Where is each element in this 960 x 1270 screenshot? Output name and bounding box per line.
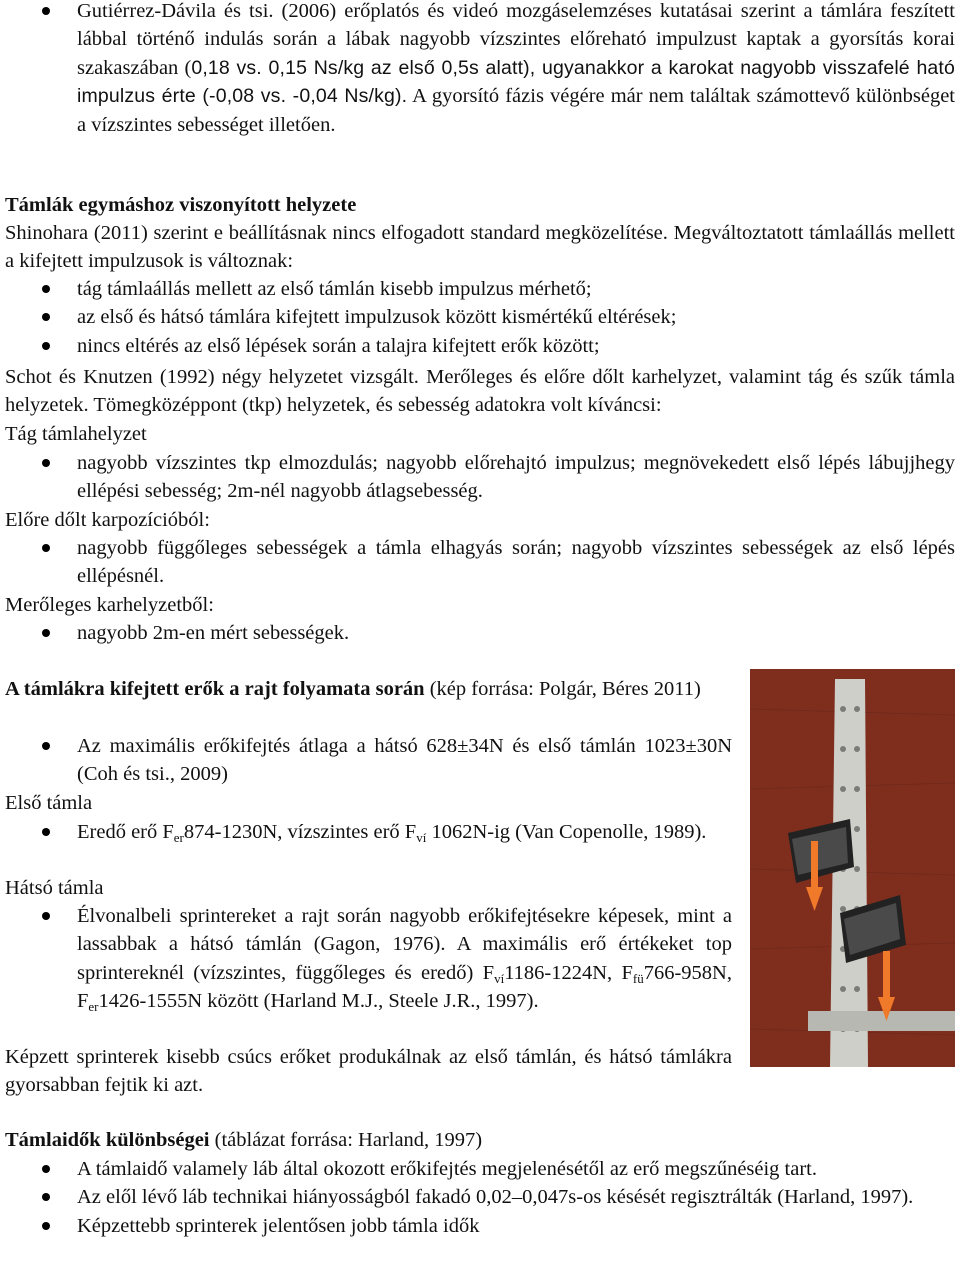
hatso-text-b: 1186-1224N, F bbox=[504, 961, 633, 984]
merol-label: Merőleges karhelyzetből: bbox=[5, 594, 214, 616]
section2-bullets bbox=[0, 732, 732, 789]
hatso-text-a: Élvonalbeli sprintereket a rajt során nagyobb erőkifejtésekre képesek, mint a lassabbak a hátsó támlán (Gagon, 1976). A maximális erő értékeket top sprintereknél (vízszintes, függőleges és eredő) F bbox=[77, 905, 732, 984]
base-crossbar bbox=[808, 1011, 955, 1031]
section2-heading-suffix: (kép forrása: Polgár, Béres 2011) bbox=[424, 678, 701, 700]
starting-block-photo bbox=[750, 669, 955, 1067]
hatso-text-c: 766-958N, F bbox=[77, 961, 732, 1013]
section2-heading bbox=[5, 675, 732, 703]
list-item: A támlaidő valamely láb által okozott erőkifejtés megjelenésétől az erő megszűnéséig tart. bbox=[0, 1155, 955, 1183]
tag-label: Tág támlahelyzet bbox=[5, 423, 147, 445]
merol-bullets bbox=[0, 619, 955, 647]
hatso-sub-2: fü bbox=[632, 970, 644, 986]
intro-bullet bbox=[0, 0, 955, 139]
tag-bullets bbox=[0, 449, 955, 506]
elso-sub-2: ví bbox=[416, 830, 427, 845]
elore-label: Előre dőlt karpozícióból: bbox=[5, 509, 210, 531]
list-item: nagyobb 2m-en mért sebességek. bbox=[0, 619, 955, 647]
elso-text-a: Eredő erő F bbox=[77, 821, 174, 843]
hatso-label: Hátsó támla bbox=[5, 877, 104, 899]
intro-text-c: A gyorsító fázis végére már nem találtak számottevő különbséget a vízszintes sebességet illetően. bbox=[77, 85, 955, 136]
section3-heading-suffix: (táblázat forrása: Harland, 1997) bbox=[209, 1129, 483, 1151]
list-item: nagyobb függőleges sebességek a támla elhagyás során; nagyobb vízszintes sebességek az első lépés ellépésnél. bbox=[0, 534, 955, 591]
hatso-text-d: 1426-1555N között (Harland M.J., Steele J.R., 1997). bbox=[98, 990, 539, 1013]
hatso-sub-1: ví bbox=[494, 970, 505, 986]
list-item: Az elől lévő láb technikai hiányosságból fakadó 0,02–0,047s-os késését regisztrálták (Harland, 1997). bbox=[0, 1183, 955, 1211]
section1-intro: Shinohara (2011) szerint e beállításnak nincs elfogadott standard megközelítése. Megváltoztatott támlaállás mellett a kifejtett impulzusok is változnak: bbox=[5, 222, 955, 273]
elso-sub-1: er bbox=[173, 830, 184, 845]
elso-bullets bbox=[0, 818, 732, 846]
elore-bullets bbox=[0, 534, 955, 591]
intro-bullet-list bbox=[0, 0, 955, 139]
center-rail bbox=[830, 679, 868, 1067]
section3-heading bbox=[5, 1126, 482, 1154]
list-item bbox=[0, 902, 732, 1016]
elso-text-b: 874-1230N, vízszintes erő F bbox=[183, 821, 417, 843]
section3-bullets bbox=[0, 1155, 955, 1240]
kepzett-paragraph: Képzett sprinterek kisebb csúcs erőket produkálnak az első támlán, és hátsó támlákra gyorsabban fejtik ki azt. bbox=[5, 1046, 732, 1097]
hatso-sub-3: er bbox=[88, 999, 99, 1015]
list-item: az első és hátsó támlára kifejtett impulzusok között kismértékű eltérések; bbox=[0, 303, 955, 331]
list-item: Képzettebb sprinterek jelentősen jobb támla idők bbox=[0, 1212, 955, 1240]
intro-text-a: Gutiérrez-Dávila és tsi. (2006) erőplatós és videó mozgáselemzéses kutatásai szerint a támlára feszített lábbal történő indulás során a lábak nagyobb vízszintes előreható impulzust kaptak a gyorsítás korai szakaszában ( bbox=[77, 0, 955, 79]
section3-heading-text: Támlaidők különbségei bbox=[5, 1129, 210, 1151]
list-item: Az maximális erőkifejtés átlaga a hátsó 628±34N és első támlán 1023±30N (Coh és tsi., 2009) bbox=[0, 732, 732, 789]
section1-bullets bbox=[0, 275, 955, 360]
list-item: tág támlaállás mellett az első támlán kisebb impulzus mérhető; bbox=[0, 275, 955, 303]
list-item: nagyobb vízszintes tkp elmozdulás; nagyobb előrehajtó impulzus; megnövekedett első lépés lábujjhegy ellépési sebesség; 2m-nél nagyobb átlagsebesség. bbox=[0, 449, 955, 506]
elso-label: Első támla bbox=[5, 792, 93, 814]
list-item: nincs eltérés az első lépések során a talajra kifejtett erők között; bbox=[0, 332, 955, 360]
section1-heading: Támlák egymáshoz viszonyított helyzete bbox=[5, 194, 357, 216]
intro-text-b: 0,18 vs. 0,15 Ns/kg az első 0,5s alatt), ugyanakkor a karokat nagyobb visszafelé ható impulzus érte (-0,08 vs. -0,04 Ns/kg). bbox=[77, 56, 955, 108]
hatso-bullets bbox=[0, 902, 732, 1016]
list-item bbox=[0, 818, 732, 846]
schot-paragraph: Schot és Knutzen (1992) négy helyzetet vizsgált. Merőleges és előre dőlt karhelyzet, valamint tág és szűk támla helyzetek. Tömegközéppont (tkp) helyzetek, és sebesség adatokra volt kíváncsi: bbox=[5, 366, 955, 417]
section2-heading-text: A támlákra kifejtett erők a rajt folyamata során bbox=[5, 678, 425, 700]
elso-text-c: 1062N-ig (Van Copenolle, 1989). bbox=[426, 821, 707, 843]
